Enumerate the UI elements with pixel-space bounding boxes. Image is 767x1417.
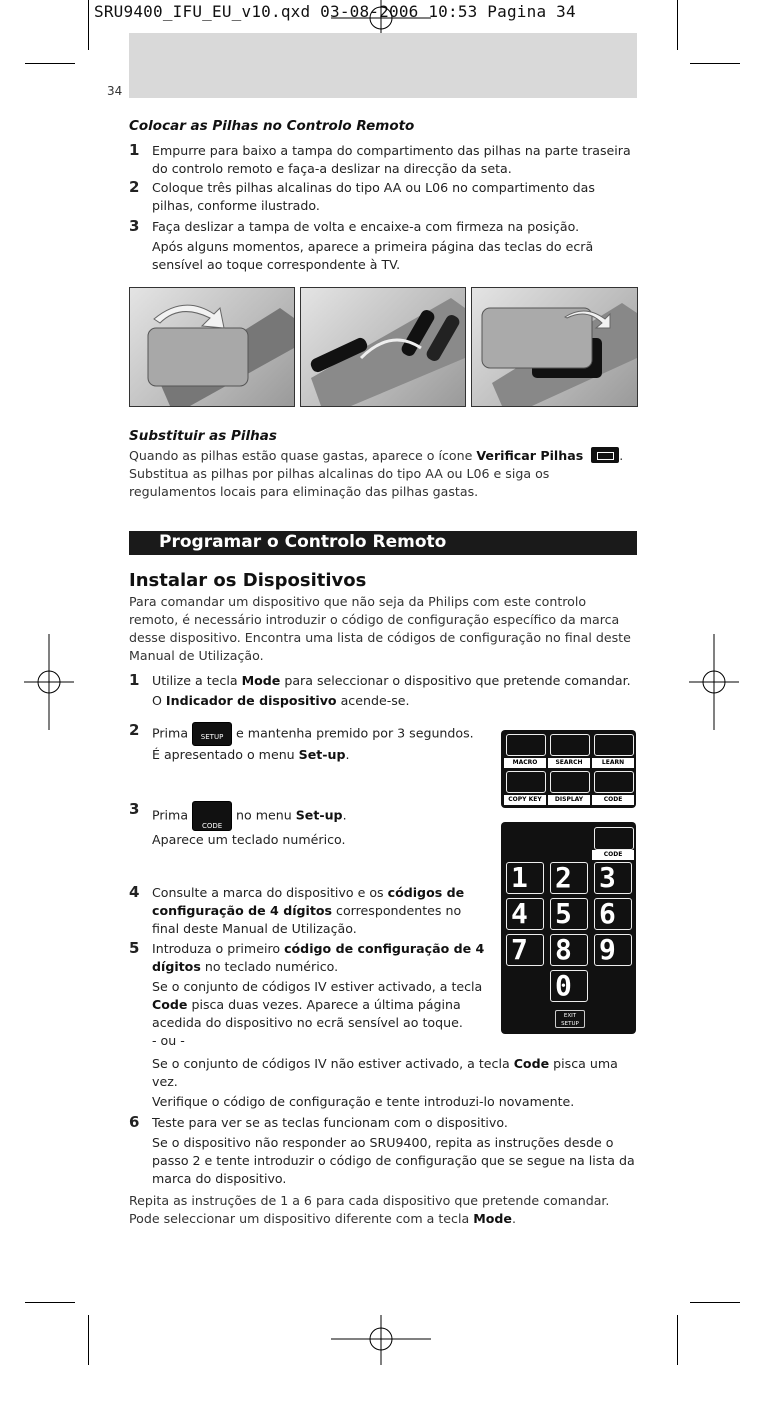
batteries-title: Colocar as Pilhas no Controlo Remoto <box>129 118 415 134</box>
step-number: 3 <box>129 217 140 235</box>
digit-5: 5 <box>550 898 588 930</box>
battery-step-1 <box>129 142 639 178</box>
install-step-1: 1 Utilize a tecla Mode para seleccionar o dispositivo que pretende comandar. O Indicador de dispositivo acende-se. <box>129 671 631 708</box>
battery-step-3 <box>129 218 639 274</box>
display-label: DISPLAY <box>548 795 590 805</box>
file-header: SRU9400_IFU_EU_v10.qxd 03-08-2006 10:53 Pagina 34 <box>94 2 576 21</box>
cover-close-illustration <box>472 288 637 406</box>
install-intro: Para comandar um dispositivo que não seja da Philips com este controlo remoto, é necessário introduzir o código de configuração específico da marca desse dispositivo. Encontra uma lista de códigos de configuração no final deste Manual de Utilização. <box>129 594 631 663</box>
digit-9: 9 <box>594 934 632 966</box>
replace-title: Substituir as Pilhas <box>129 428 277 444</box>
battery-icon <box>591 447 619 463</box>
program-heading: Programar o Controlo Remoto <box>159 532 447 552</box>
digit-2: 2 <box>550 862 588 894</box>
digit-6: 6 <box>594 898 632 930</box>
setup-key-icon: SETUP <box>192 722 232 746</box>
learn-label: LEARN <box>592 758 634 768</box>
step-text: Coloque três pilhas alcalinas do tipo AA ou L06 no compartimento das pilhas, conforme ilustrado. <box>152 180 595 213</box>
keypad-code-label: CODE <box>592 850 634 860</box>
step-number: 4 <box>129 883 140 901</box>
batteries-insert-illustration <box>301 288 465 406</box>
header-band <box>129 33 637 98</box>
check-batteries-label: Verificar Pilhas <box>476 448 584 463</box>
install-step-5-continued: Se o conjunto de códigos IV não estiver activado, a tecla Code pisca uma vez. Verifique o código de configuração e tente introduzi-lo novamente. <box>152 1056 618 1109</box>
numeric-keypad-panel <box>501 822 636 1034</box>
copy-key-label: COPY KEY <box>504 795 546 805</box>
install-step-3: 3 Prima CODE no menu Set-up. Aparece um teclado numérico. <box>129 800 347 847</box>
battery-photo-1 <box>129 287 295 407</box>
install-step-5: 5 Introduza o primeiro código de configuração de 4 dígitos no teclado numérico. Se o conjunto de códigos IV estiver activado, a tecla Code pisca duas vezes. Aparece a última página acedida do dispositivo no ecrã sensível ao toque. - ou - <box>129 939 485 1048</box>
digit-1: 1 <box>506 862 544 894</box>
step-number: 5 <box>129 939 140 957</box>
install-step-2: 2 Prima SETUP e mantenha premido por 3 segundos. É apresentado o menu Set-up. <box>129 721 474 762</box>
digit-4: 4 <box>506 898 544 930</box>
page-number: 34 <box>107 84 123 98</box>
search-label: SEARCH <box>548 758 590 768</box>
replace-text-before: Quando as pilhas estão quase gastas, aparece o ícone <box>129 448 477 463</box>
battery-photo-2 <box>300 287 466 407</box>
step-number: 1 <box>129 671 140 689</box>
step-number: 1 <box>129 141 140 159</box>
install-step-4: 4 Consulte a marca do dispositivo e os códigos de configuração de 4 dígitos correspondentes no final deste Manual de Utilização. <box>129 883 465 936</box>
install-step-6: 6 Teste para ver se as teclas funcionam com o dispositivo. Se o dispositivo não responder ao SRU9400, repita as instruções desde o passo 2 e tente introduzir o código de configuração que se segue na lista da marca do dispositivo. <box>129 1113 635 1186</box>
digit-7: 7 <box>506 934 544 966</box>
remote-cover-illustration <box>130 288 294 406</box>
step-number: 6 <box>129 1113 140 1131</box>
replace-paragraph: Quando as pilhas estão quase gastas, aparece o ícone Verificar Pilhas . Substitua as pilhas por pilhas alcalinas do tipo AA ou L06 e siga os regulamentos locais para eliminação das pilhas gastas. <box>129 448 624 499</box>
battery-step-2 <box>129 179 639 215</box>
digit-3: 3 <box>594 862 632 894</box>
step-text: Empurre para baixo a tampa do compartimento das pilhas na parte traseira do controlo remoto e faça-a deslizar na direcção da seta. <box>152 143 631 176</box>
digit-8: 8 <box>550 934 588 966</box>
battery-photo-3 <box>471 287 638 407</box>
replace-text-after: Substitua as pilhas por pilhas alcalinas do tipo AA ou L06 e siga os regulamentos locais para eliminação das pilhas gastas. <box>129 466 550 499</box>
step-text: Faça deslizar a tampa de volta e encaixe-a com firmeza na posição. <box>152 219 580 234</box>
install-outro: Repita as instruções de 1 a 6 para cada dispositivo que pretende comandar. Pode seleccionar um dispositivo diferente com a tecla Mode. <box>129 1193 610 1226</box>
setup-menu-panel <box>501 730 636 808</box>
install-title: Instalar os Dispositivos <box>129 570 367 591</box>
digit-0: 0 <box>550 970 588 1002</box>
macro-label: MACRO <box>504 758 546 768</box>
exit-setup-key: EXIT SETUP <box>555 1010 585 1028</box>
step-extra: Após alguns momentos, aparece a primeira página das teclas do ecrã sensível ao toque correspondente à TV. <box>152 239 594 272</box>
step-number: 2 <box>129 178 140 196</box>
program-heading-band <box>129 531 637 555</box>
code-key-icon: CODE <box>192 801 232 831</box>
step-number: 3 <box>129 800 140 818</box>
step-number: 2 <box>129 721 140 739</box>
code-label: CODE <box>592 795 634 805</box>
